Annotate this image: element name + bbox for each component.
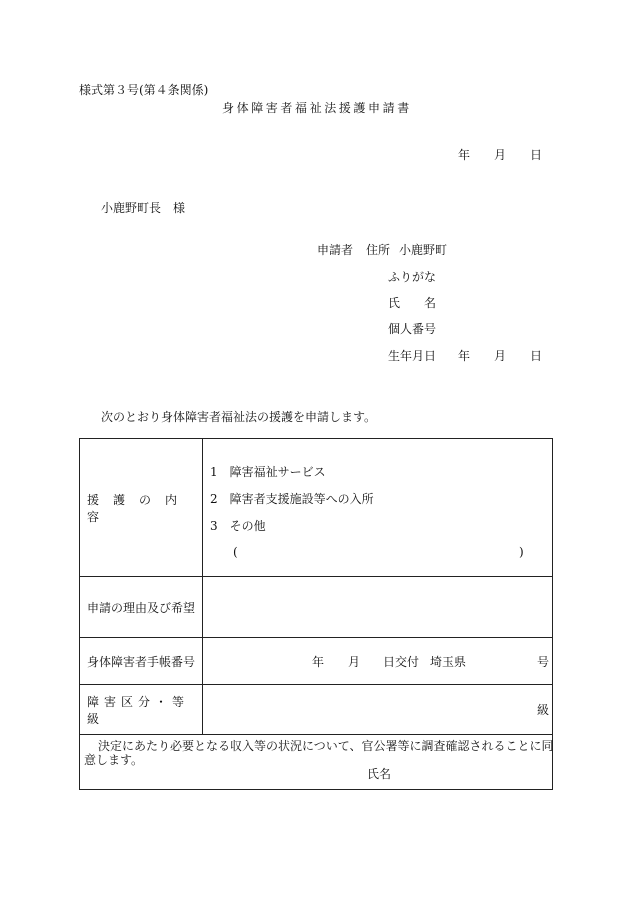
applicant-label: 申請者	[317, 243, 354, 257]
reason-row	[80, 577, 552, 638]
consent-text-line-1: 決定にあたり必要となる収入等の状況について、官公署等に調査確認されることに同	[98, 739, 554, 753]
birthdate-label: 生年月日	[388, 349, 437, 363]
reason-label: 申請の理由及び希望	[87, 600, 196, 615]
grade-value-cell[interactable]	[203, 685, 552, 734]
handbook-prefecture: 埼玉県	[430, 655, 467, 669]
date-year: 年	[458, 148, 471, 162]
address-label: 住所	[366, 243, 391, 257]
application-statement: 次のとおり身体障害者福祉法の援護を申請します。	[101, 410, 377, 424]
other-paren-close: )	[519, 545, 524, 559]
date-month: 月	[494, 148, 507, 162]
support-option-1: 1 障害福祉サービス	[210, 465, 326, 479]
grade-label-cell	[80, 685, 203, 734]
birth-year: 年	[458, 349, 471, 363]
addressee: 小鹿野町長 様	[101, 201, 186, 215]
handbook-value-cell[interactable]	[203, 638, 552, 684]
form-title: 身体障害者福祉法援護申請書	[222, 101, 412, 115]
handbook-row	[80, 638, 552, 685]
reason-label-cell	[80, 577, 203, 637]
address-value: 小鹿野町	[399, 243, 448, 257]
handbook-month: 月	[348, 655, 361, 669]
handbook-year: 年	[312, 655, 325, 669]
consent-row	[80, 735, 552, 789]
handbook-number-suffix: 号	[537, 655, 550, 669]
consent-text-line-2: 意します。	[84, 753, 144, 767]
handbook-label: 身体障害者手帳番号	[87, 654, 196, 669]
support-label: 援護の内容	[87, 492, 192, 524]
support-row	[80, 439, 552, 577]
personal-number-label: 個人番号	[388, 322, 437, 336]
name-label: 氏 名	[388, 296, 437, 310]
reason-value-cell[interactable]	[203, 577, 552, 637]
grade-unit: 級	[537, 703, 550, 717]
furigana-label: ふりがな	[388, 270, 437, 284]
birth-day: 日	[530, 349, 543, 363]
application-table	[79, 438, 553, 790]
grade-row	[80, 685, 552, 735]
support-label-cell	[80, 439, 203, 576]
other-paren-open: (	[233, 545, 238, 559]
support-option-3: 3 その他	[210, 519, 266, 533]
consent-name-label: 氏名	[367, 767, 392, 781]
handbook-issued: 日交付	[383, 655, 420, 669]
form-number: 様式第３号(第４条関係)	[79, 83, 209, 97]
handbook-label-cell	[80, 638, 203, 684]
birth-month: 月	[494, 349, 507, 363]
support-value-cell[interactable]	[203, 439, 552, 576]
date-day: 日	[530, 148, 543, 162]
support-option-2: 2 障害者支援施設等への入所	[210, 492, 374, 506]
grade-label: 障害区分・等級	[87, 694, 190, 726]
